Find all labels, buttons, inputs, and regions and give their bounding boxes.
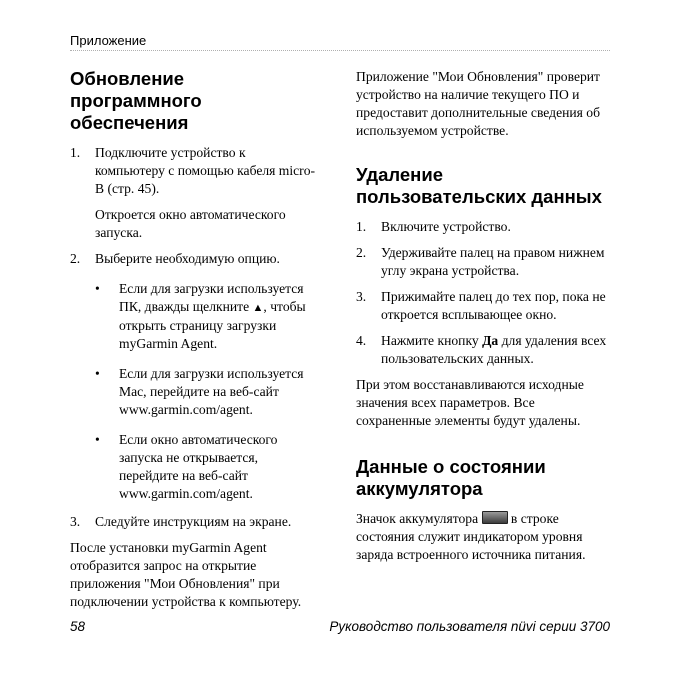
bullet-icon: • [95, 432, 100, 447]
step-number: 1. [70, 145, 81, 160]
update-step-1 [70, 144, 318, 242]
option-text: Если для загрузки используется Mac, перейдите на веб-сайт www.garmin.com/agent. [119, 366, 304, 417]
step-text: Прижимайте палец до тех пор, пока не откроется всплывающее окно. [381, 289, 606, 322]
option-pc [95, 280, 318, 353]
page-number: 58 [70, 619, 86, 634]
option-no-autorun [95, 431, 318, 503]
step-text-part: Нажмите кнопку [381, 333, 483, 348]
battery-paragraph [356, 510, 612, 564]
step-text [381, 332, 612, 368]
software-update-heading: Обновление программного обеспечения [70, 68, 202, 133]
delete-step-3 [356, 288, 612, 324]
right-column [356, 68, 612, 564]
battery-text: в строке состояния служит индикатором уровня заряда встроенного источника питания. [356, 511, 586, 562]
step-number: 4. [356, 333, 367, 348]
option-text: Если окно автоматического запуска не открывается, перейдите на веб-сайт www.garmin.com/agent. [119, 432, 278, 501]
update-step-2 [70, 250, 318, 268]
step-number: 2. [70, 251, 81, 266]
delete-step-2 [356, 244, 612, 280]
step-number: 3. [356, 289, 367, 304]
delete-note-paragraph: При этом восстанавливаются исходные значения всех параметров. Все сохраненные элементы будут удалены. [356, 377, 584, 428]
yes-button-label: Да [482, 333, 499, 348]
after-install-paragraph: После установки myGarmin Agent отобразится запрос на открытие приложения "Мои Обновления" при подключении устройства к компьютеру. [70, 540, 302, 609]
delete-step-4 [356, 332, 612, 368]
section-header: Приложение [70, 33, 147, 48]
bullet-icon: • [95, 366, 100, 381]
step-number: 3. [70, 514, 81, 529]
step-text-part: для удаления всех пользовательских данных. [381, 333, 607, 366]
delete-data-heading: Удаление пользовательских данных [356, 164, 602, 207]
battery-heading: Данные о состоянии аккумулятора [356, 456, 546, 499]
update-step-3 [70, 513, 318, 531]
step-number: 2. [356, 245, 367, 260]
left-column [70, 68, 318, 611]
step-text: Выберите необходимую опцию. [95, 251, 280, 266]
step-text: Следуйте инструкциям на экране. [95, 514, 292, 529]
step-text: Удерживайте палец на правом нижнем углу экрана устройства. [381, 245, 605, 278]
bullet-icon: • [95, 281, 100, 296]
option-text: Если для загрузки используется ПК, дважды щелкните [119, 281, 304, 314]
step-number: 1. [356, 219, 367, 234]
step-text: Подключите устройство к компьютеру с помощью кабеля micro-B (стр. 45). [95, 145, 316, 196]
header-divider [70, 50, 610, 51]
updates-intro-paragraph: Приложение "Мои Обновления" проверит устройство на наличие текущего ПО и предоставит дополнительные сведения об используемом устройстве. [356, 69, 601, 138]
step-note: Откроется окно автоматического запуска. [95, 207, 286, 240]
battery-text: Значок аккумулятора [356, 511, 482, 526]
option-mac [95, 365, 318, 419]
delete-step-1 [356, 218, 612, 236]
manual-title: Руководство пользователя nüvi серии 3700 [329, 619, 610, 634]
step-text: Включите устройство. [381, 219, 511, 234]
battery-icon [482, 511, 508, 524]
triangle-icon: ▲ [252, 302, 264, 314]
option-text: , чтобы открыть страницу загрузки myGarmin Agent. [119, 299, 306, 351]
